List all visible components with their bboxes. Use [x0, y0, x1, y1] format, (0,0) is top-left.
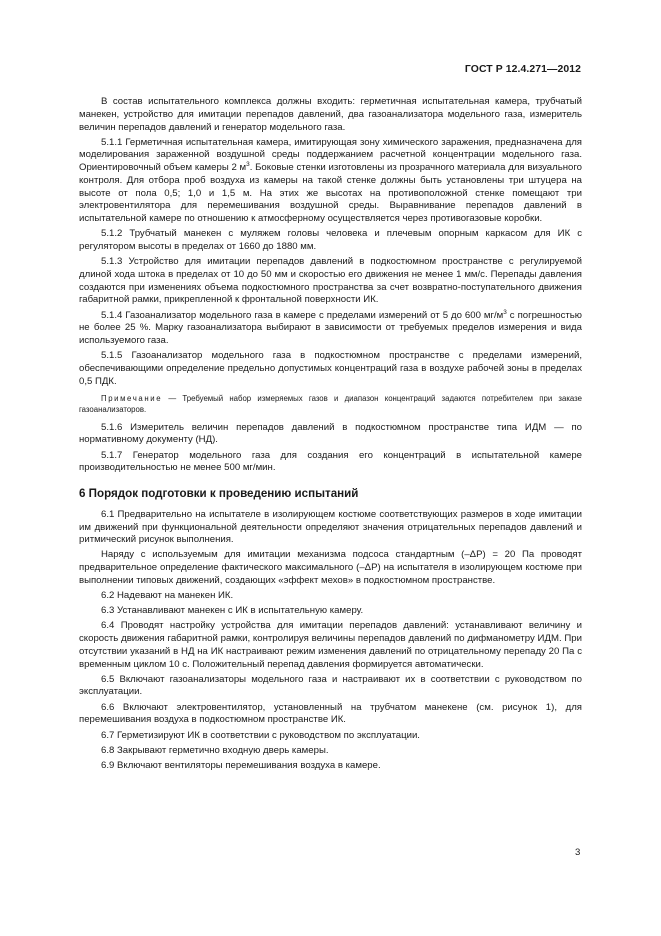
paragraph: Наряду с используемым для имитации механизма подсоса стандартным (–ΔP) = 20 Па проводят предварительное определение фактического максимального (–ΔP) на испытателя в изолирующем костюме при выполнении типовых движений, создающих «эффект мехов» в подкостюмном пространстве. — [79, 549, 582, 586]
paragraph: 5.1.1 Герметичная испытательная камера, имитирующая зону химического заражения, предназначена для моделирования зараженной воздушной среды поддержанием расчетной концентрации модельного газа. Ориентировочный объем камеры 2 $м^3$. Боковые стенки изготовлены из прозрачного материала для визуального контроля. Для отбора проб воздуха из камеры на такой стенке должны быть установлены три штуцера на высоте от пола 0,5; 1,0 и 1,5 м. На этих же высотах на противоположной стенке помещают три электровентилятора для перемешивания воздушной среды. Выравнивание перепадов давлений в испытательной камере по отношению к атмосферному осуществляется через противогазовые коробки. — [79, 136, 582, 225]
document-body — [79, 96, 582, 775]
note — [79, 394, 582, 415]
note-label: Примечание — [101, 394, 163, 404]
paragraph: 6.4 Проводят настройку устройства для имитации перепадов давлений: устанавливают величину и скорость движения габаритной рамки, контролируя величины перепадов давлений по дифманометру ИДМ. При отсутствии указаний в НД на ИК настраивают режим изменения давлений по отрицательному перепаду 20 Па с временным циклом 10 с. Положительный перепад давления формируется автоматически. — [79, 620, 582, 670]
page-number: 3 — [575, 847, 581, 858]
paragraph: 5.1.2 Трубчатый манекен с муляжем головы человека и плечевым опорным каркасом для ИК с регулятором высоты в пределах от 1660 до 1880 мм. — [79, 228, 582, 253]
paragraph: 6.8 Закрывают герметично входную дверь камеры. — [101, 744, 329, 756]
paragraph: 6.6 Включают электровентилятор, установленный на трубчатом манекене (см. рисунок 1), для перемешивания воздуха в подкостюмном пространстве ИК. — [79, 701, 582, 726]
paragraph: 5.1.4 Газоанализатор модельного газа в камере с пределами измерений от 5 до 600 $мг/м^3$ с погрешностью не более 25 %. Марку газоанализатора выбирают в зависимости от требуемых пределов измерения и вида используемого газа. — [79, 308, 582, 347]
paragraph: 6.1 Предварительно на испытателе в изолирующем костюме соответствующих размеров в ходе имитации им движений при функциональной деятельности определяют значения отрицательных перепадов давлений и ритмический рисунок выполнения. — [79, 508, 582, 546]
paragraph: 5.1.5 Газоанализатор модельного газа в подкостюмном пространстве с пределами измерений, обеспечивающими определение предельно допустимых концентраций газа в воздухе рабочей зоны в пределах 0,5 ПДК. — [79, 350, 582, 387]
document-header: ГОСТ Р 12.4.271—2012 — [464, 64, 581, 75]
paragraph: 6.2 Надевают на манекен ИК. — [101, 590, 234, 602]
paragraph: 6.9 Включают вентиляторы перемешивания воздуха в камере. — [101, 759, 381, 771]
paragraph: 5.1.3 Устройство для имитации перепадов давлений в подкостюмном пространстве с регулируемой длиной хода штока в пределах от 10 до 50 мм и скоростью его движения не менее 1 мм/с. Перепады давления создаются при изменениях объема подкостюмного пространства за счет возвратно-поступательного движения габаритной рамки, прикрепленной к фронтальной поверхности ИК. — [79, 256, 582, 306]
paragraph: 5.1.7 Генератор модельного газа для создания его концентраций в испытательной камере производительностью не менее 500 мг/мин. — [79, 449, 582, 474]
paragraph: В состав испытательного комплекса должны входить: герметичная испытательная камера, трубчатый манекен, устройство для имитации перепадов давлений, два газоанализатора модельного газа, измеритель величин перепадов давлений и генератор модельного газа. — [79, 96, 582, 133]
paragraph: 6.7 Герметизируют ИК в соответствии с руководством по эксплуатации. — [101, 729, 420, 741]
paragraph: 5.1.6 Измеритель величин перепадов давлений в подкостюмном пространстве типа ИДМ — по нормативному документу (НД). — [79, 421, 582, 446]
paragraph: 6.5 Включают газоанализаторы модельного газа и настраивают их в соответствии с руководством по эксплуатации. — [79, 673, 582, 698]
note-text: — Требуемый набор измеряемых газов и диапазон концентраций задаются потребителем при заказе газоанализаторов. — [79, 394, 582, 415]
paragraph: 6.3 Устанавливают манекен с ИК в испытательную камеру. — [101, 605, 364, 617]
section-heading: 6 Порядок подготовки к проведению испытаний — [79, 487, 359, 501]
